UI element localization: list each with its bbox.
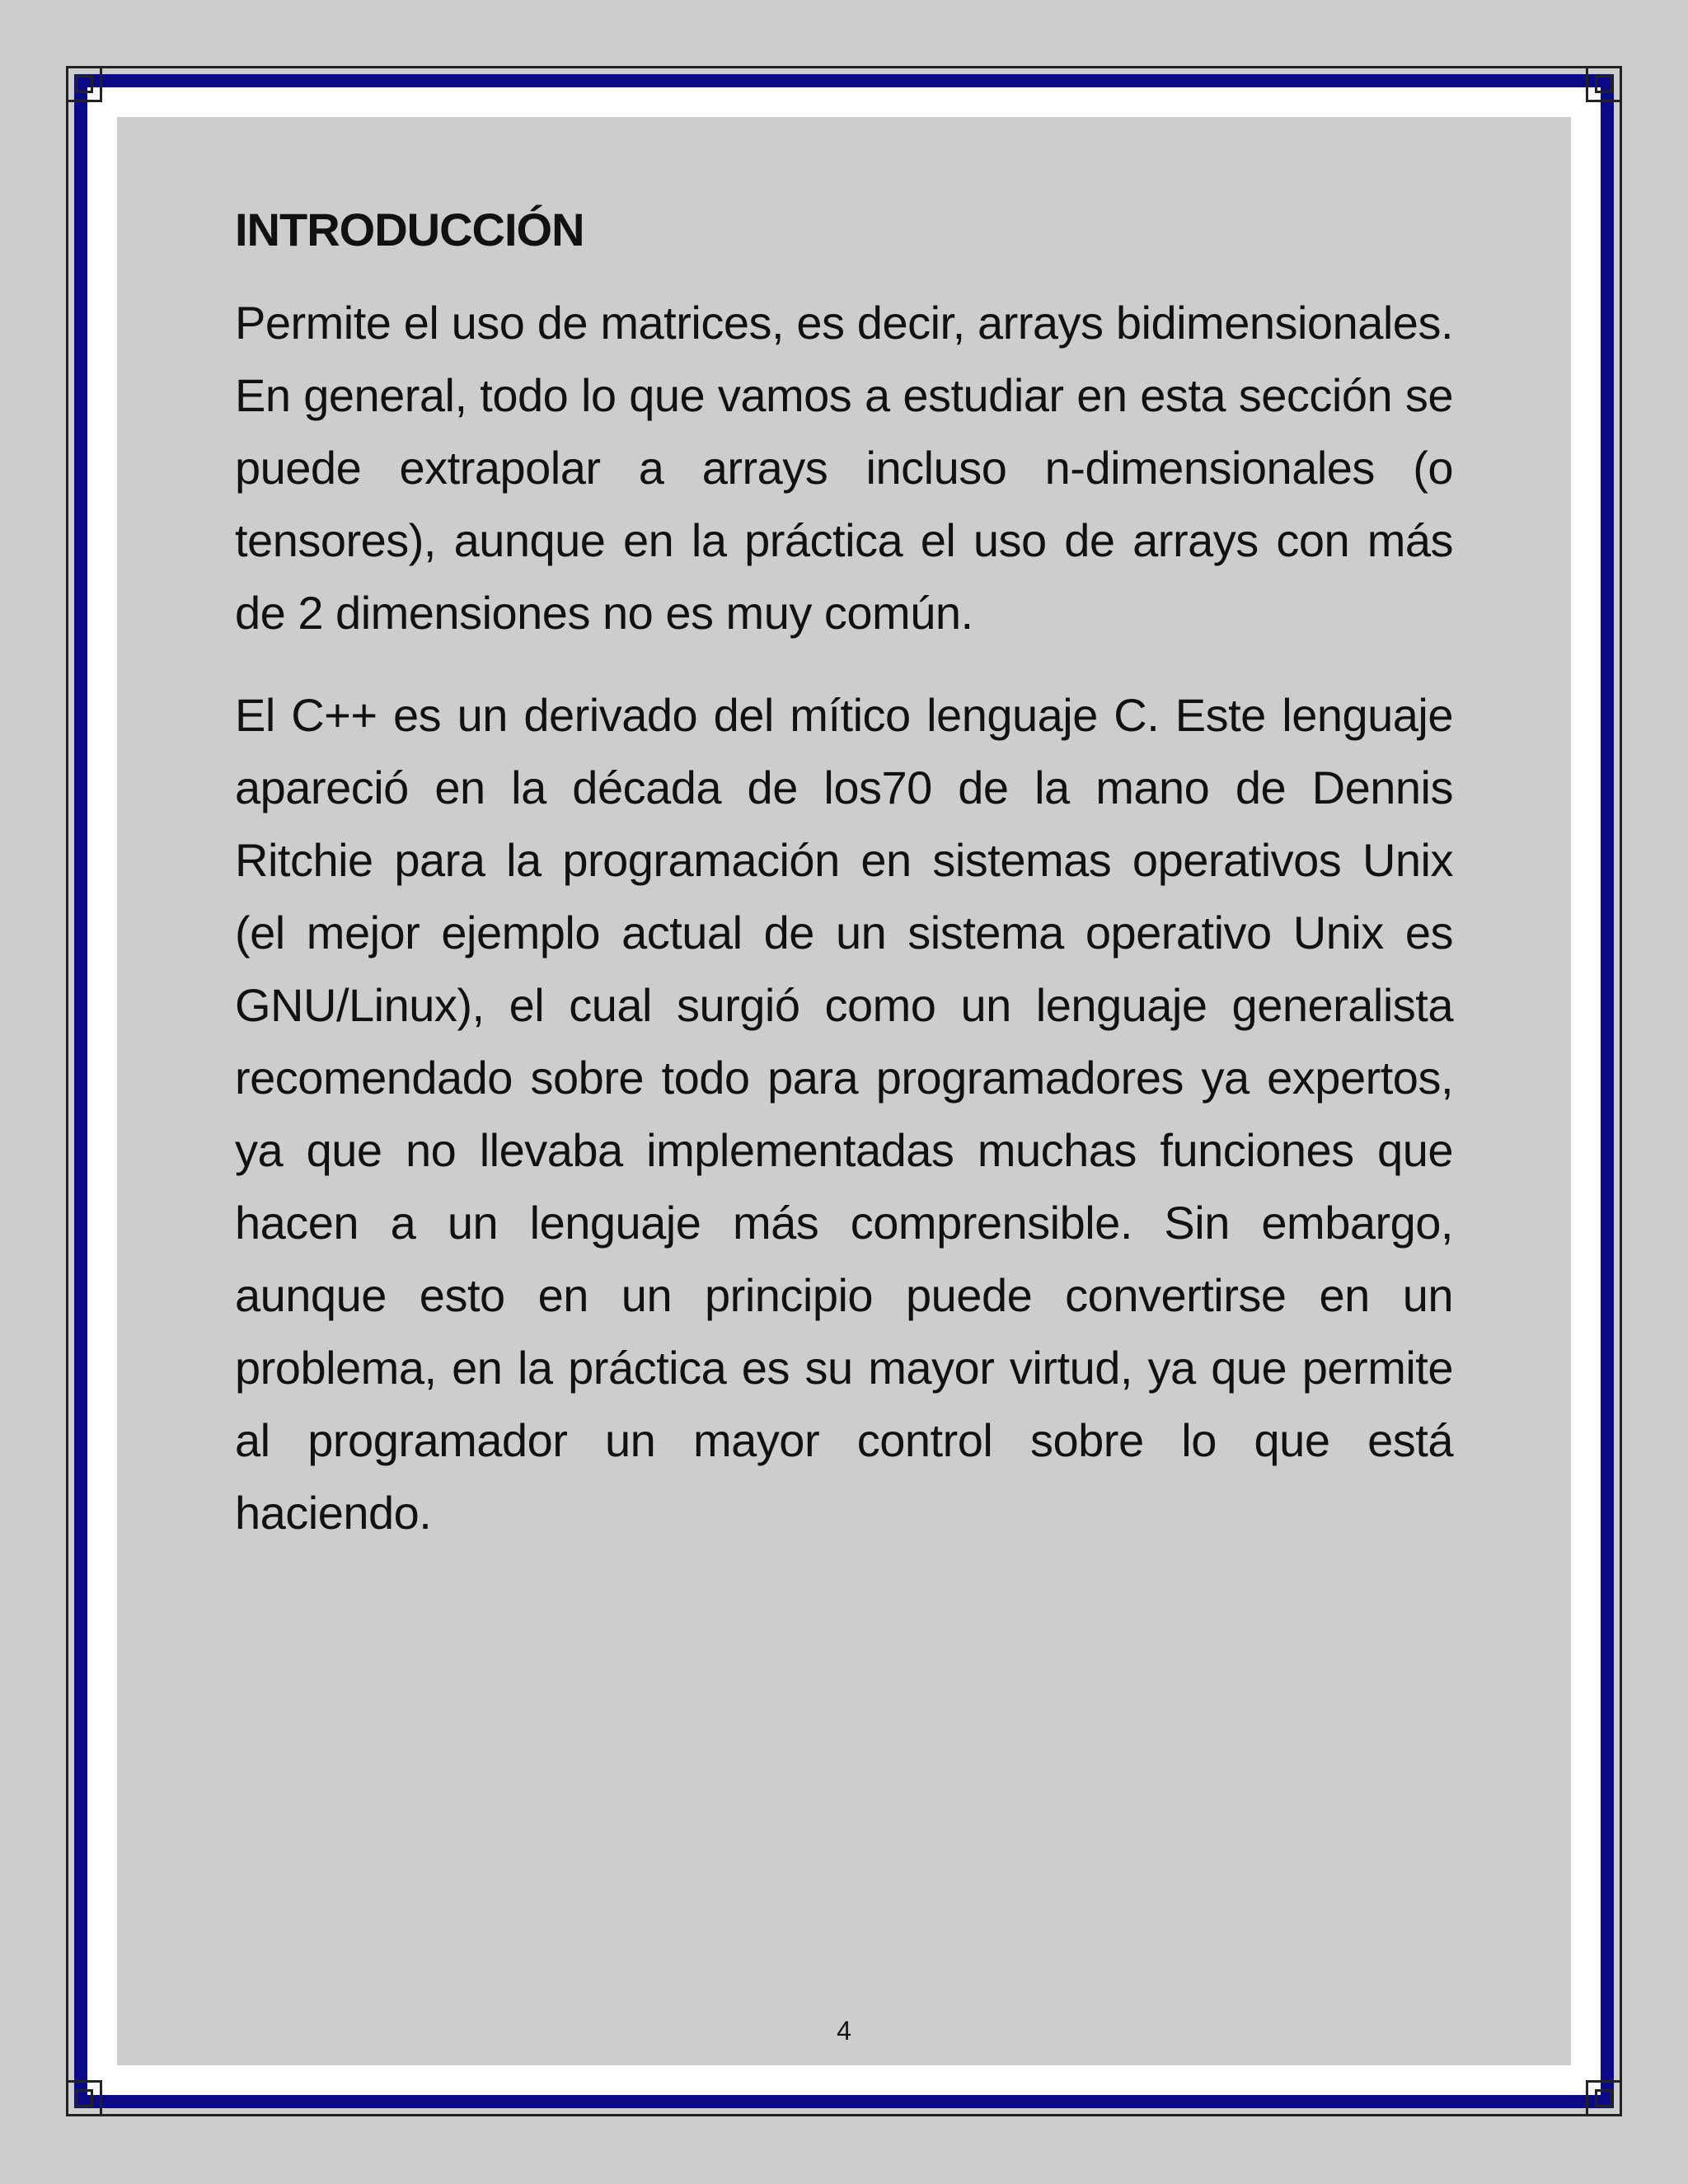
corner-ornament-top-right [1586,66,1622,102]
corner-ornament-bottom-right [1586,2080,1622,2116]
corner-ornament-top-left [66,66,102,102]
document-body [235,196,1453,1579]
paragraph-intro: Permite el uso de matrices, es decir, arrays bidimensionales. En general, todo lo que vamos a estudiar en esta sección se puede extrapolar a arrays incluso n-dimensionales (o tensores), aunque en la práctica el uso de arrays con más de 2 dimensiones no es muy común. [235,297,1453,639]
paragraph-cpp: El C++ es un derivado del mítico lenguaje C. Este lenguaje apareció en la década de los70 de la mano de Dennis Ritchie para la programación en sistemas operativos Unix (el mejor ejemplo actual de un sistema operativo Unix es GNU/Linux), el cual surgió como un lenguaje generalista recomendado sobre todo para programadores ya expertos, ya que no llevaba implementadas muchas funciones que hacen a un lenguaje más comprensible. Sin embargo, aunque esto en un principio puede convertirse en un problema, en la práctica es su mayor virtud, ya que permite al programador un mayor control sobre lo que está haciendo. [235,689,1453,1539]
section-heading: INTRODUCCIÓN [235,204,584,255]
corner-ornament-bottom-left [66,2080,102,2116]
page-number: 4 [837,2016,851,2046]
